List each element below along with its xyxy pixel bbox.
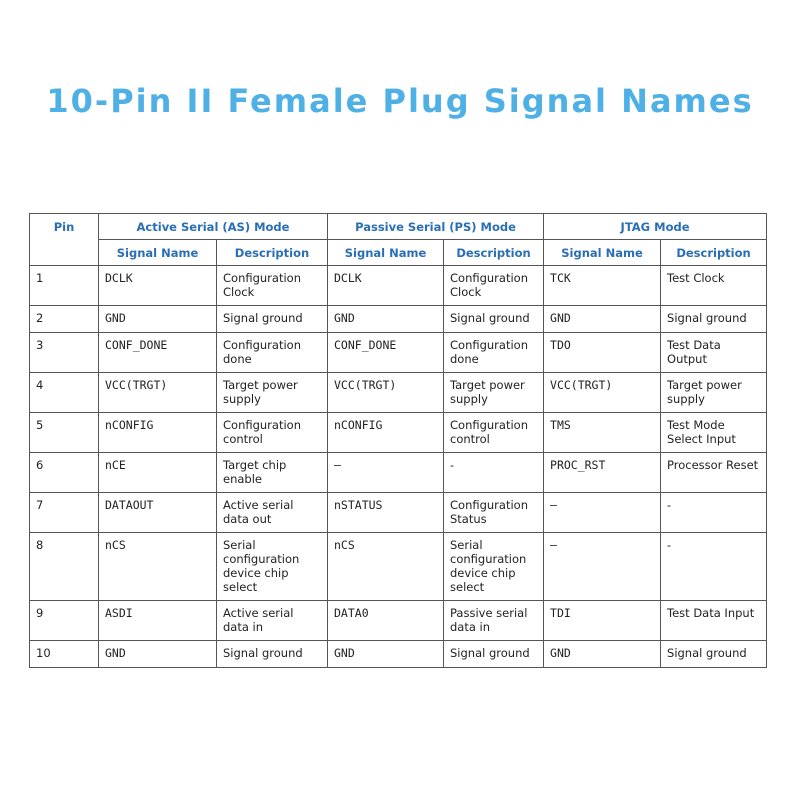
table-row: [30, 453, 767, 493]
jtag-signal-cell: TMS: [544, 413, 661, 453]
ps-description-cell: Target power supply: [444, 373, 544, 413]
as-description-cell: Target chip enable: [217, 453, 328, 493]
as-signal-cell: DATAOUT: [99, 493, 217, 533]
as-description-cell: Active serial data in: [217, 601, 328, 641]
jtag-description-cell: Test Clock: [661, 266, 767, 306]
jtag-description-cell: -: [661, 533, 767, 601]
pin-cell: 6: [30, 453, 99, 493]
jtag-description-cell: Processor Reset: [661, 453, 767, 493]
table-row: [30, 493, 767, 533]
as-description-cell: Active serial data out: [217, 493, 328, 533]
jtag-description-cell: Test Data Input: [661, 601, 767, 641]
ps-description-cell: Configuration Status: [444, 493, 544, 533]
as-signal-cell: nCE: [99, 453, 217, 493]
jtag-signal-cell: PROC_RST: [544, 453, 661, 493]
jtag-signal-cell: TDO: [544, 333, 661, 373]
jtag-signal-cell: TDI: [544, 601, 661, 641]
as-signal-cell: GND: [99, 306, 217, 333]
as-signal-cell: GND: [99, 641, 217, 668]
pin-cell: 3: [30, 333, 99, 373]
table-row: [30, 373, 767, 413]
as-description-cell: Serial configuration device chip select: [217, 533, 328, 601]
jtag-description-cell: Signal ground: [661, 306, 767, 333]
jtag-signal-cell: VCC(TRGT): [544, 373, 661, 413]
ps-signal-cell: DCLK: [328, 266, 444, 306]
ps-description-header: Description: [444, 240, 544, 266]
jtag-description-cell: Test Mode Select Input: [661, 413, 767, 453]
ps-signal-name-header: Signal Name: [328, 240, 444, 266]
ps-signal-cell: DATA0: [328, 601, 444, 641]
ps-description-cell: Passive serial data in: [444, 601, 544, 641]
ps-signal-cell: GND: [328, 306, 444, 333]
ps-description-cell: Configuration done: [444, 333, 544, 373]
pin-cell: 2: [30, 306, 99, 333]
jtag-signal-name-header: Signal Name: [544, 240, 661, 266]
ps-mode-header: Passive Serial (PS) Mode: [328, 214, 544, 240]
pin-cell: 10: [30, 641, 99, 668]
jtag-description-cell: Target power supply: [661, 373, 767, 413]
as-description-cell: Configuration control: [217, 413, 328, 453]
ps-signal-cell: nCONFIG: [328, 413, 444, 453]
ps-signal-cell: GND: [328, 641, 444, 668]
as-description-cell: Configuration Clock: [217, 266, 328, 306]
jtag-description-cell: Signal ground: [661, 641, 767, 668]
as-description-cell: Signal ground: [217, 306, 328, 333]
ps-description-cell: Signal ground: [444, 306, 544, 333]
as-mode-header: Active Serial (AS) Mode: [99, 214, 328, 240]
jtag-signal-cell: –: [544, 533, 661, 601]
as-description-cell: Configuration done: [217, 333, 328, 373]
sub-header-row: [30, 240, 767, 266]
ps-description-cell: Configuration Clock: [444, 266, 544, 306]
jtag-description-cell: -: [661, 493, 767, 533]
as-signal-cell: nCONFIG: [99, 413, 217, 453]
pin-cell: 4: [30, 373, 99, 413]
ps-signal-cell: VCC(TRGT): [328, 373, 444, 413]
jtag-mode-header: JTAG Mode: [544, 214, 767, 240]
jtag-signal-cell: –: [544, 493, 661, 533]
as-signal-cell: nCS: [99, 533, 217, 601]
jtag-signal-cell: GND: [544, 306, 661, 333]
jtag-description-header: Description: [661, 240, 767, 266]
table-row: [30, 641, 767, 668]
table-row: [30, 306, 767, 333]
as-signal-cell: VCC(TRGT): [99, 373, 217, 413]
as-description-cell: Signal ground: [217, 641, 328, 668]
ps-description-cell: Serial configuration device chip select: [444, 533, 544, 601]
as-signal-name-header: Signal Name: [99, 240, 217, 266]
jtag-signal-cell: GND: [544, 641, 661, 668]
pin-header: Pin: [30, 214, 99, 266]
table-row: [30, 601, 767, 641]
page-title: 10-Pin II Female Plug Signal Names: [46, 82, 754, 120]
ps-description-cell: Signal ground: [444, 641, 544, 668]
pin-cell: 8: [30, 533, 99, 601]
ps-signal-cell: nCS: [328, 533, 444, 601]
mode-header-row: [30, 214, 767, 240]
as-signal-cell: ASDI: [99, 601, 217, 641]
jtag-description-cell: Test Data Output: [661, 333, 767, 373]
ps-signal-cell: –: [328, 453, 444, 493]
ps-description-cell: -: [444, 453, 544, 493]
table-row: [30, 413, 767, 453]
pin-cell: 9: [30, 601, 99, 641]
ps-description-cell: Configuration control: [444, 413, 544, 453]
as-description-header: Description: [217, 240, 328, 266]
table-row: [30, 266, 767, 306]
ps-signal-cell: nSTATUS: [328, 493, 444, 533]
pin-cell: 5: [30, 413, 99, 453]
jtag-signal-cell: TCK: [544, 266, 661, 306]
table-row: [30, 533, 767, 601]
table-row: [30, 333, 767, 373]
as-signal-cell: CONF_DONE: [99, 333, 217, 373]
signal-table: [29, 213, 767, 668]
as-signal-cell: DCLK: [99, 266, 217, 306]
pin-cell: 7: [30, 493, 99, 533]
ps-signal-cell: CONF_DONE: [328, 333, 444, 373]
as-description-cell: Target power supply: [217, 373, 328, 413]
pin-cell: 1: [30, 266, 99, 306]
